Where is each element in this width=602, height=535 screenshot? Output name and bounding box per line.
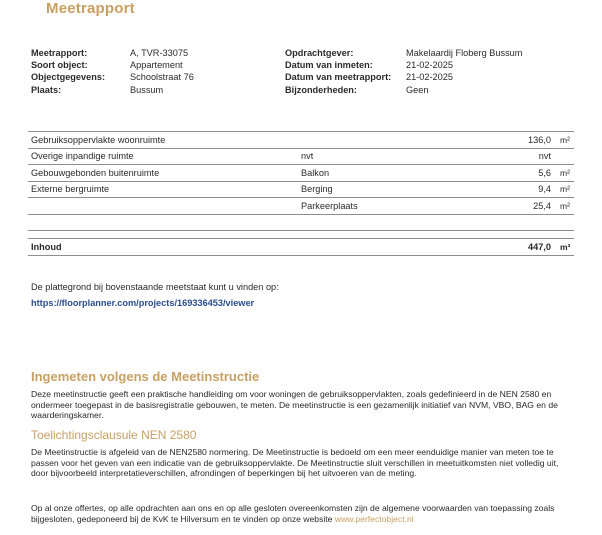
info-row [31,71,194,83]
table-row [28,148,574,165]
info-value: 21-02-2025 [406,72,453,83]
info-key: Soort object: [31,60,88,71]
area-value: 9,4 [458,181,554,198]
area-label: Overige inpandige ruimte [28,148,298,165]
info-value: 21-02-2025 [406,60,453,71]
page-title: Meetrapport [46,0,135,17]
info-block-left [31,47,194,96]
info-key: Bijzonderheden: [285,84,357,95]
area-unit [554,214,574,231]
area-sub: Berging [298,181,458,198]
floorplan-note: De plattegrond bij bovenstaande meetstaat kunt u vinden op: [31,282,279,292]
info-value: A, TVR-33075 [130,48,189,58]
terms-text: Op al onze offertes, op alle opdrachten aan ons en op alle gesloten overeenkomsten zijn de algemene voorwaarden van toepassing zoals bijgesloten, gedeponeerd bij de KvK te Hilversum en te vinden op onze website [31,503,555,524]
total-value: 447,0 [458,239,554,256]
area-sub: nvt [298,148,458,165]
info-key: Opdrachtgever: [285,48,354,58]
total-unit: m³ [554,239,574,256]
area-sub [298,132,458,149]
info-value: Schoolstraat 76 [130,72,194,83]
table-row [28,198,574,215]
area-unit: m² [554,165,574,182]
info-row [285,84,522,96]
info-row [285,71,522,83]
section-paragraph: Deze meetinstructie geeft een praktische handleiding om voor woningen de gebruiksoppervlakten, zoals gedefinieerd in de NEN 2580 en ondermeer toegepast in de basisregistratie gebouwen, te meten. De meetinstructie is een gezamenlijk initiatief van NVM, VBO, BAG en de waarderingskamer. [31,389,558,421]
info-key: Meetrapport: [31,48,88,58]
table-row [28,132,574,149]
table-row [28,165,574,182]
total-row [28,239,574,256]
area-unit: m² [554,198,574,215]
info-row [285,59,522,71]
area-value: 136,0 [458,132,554,149]
info-value: Makelaardij Floberg Bussum [406,48,523,58]
area-unit [554,148,574,165]
section-heading: Ingemeten volgens de Meetinstructie [31,369,260,384]
area-value [458,214,554,231]
area-label: Gebruiksoppervlakte woonruimte [28,132,298,149]
website-link[interactable]: www.perfectobject.nl [334,513,414,524]
area-sub [298,214,458,231]
area-value: nvt [458,148,554,165]
area-value: 25,4 [458,198,554,215]
measurement-table [28,131,574,256]
area-sub: Parkeerplaats [298,198,458,215]
area-label [28,198,298,215]
table-row [28,181,574,198]
table-spacer [28,231,574,239]
info-row [31,84,194,96]
area-label [28,214,298,231]
floorplan-link[interactable]: https://floorplanner.com/projects/169336453/viewer [31,298,255,308]
info-key: Plaats: [31,84,62,95]
info-value: Appartement [130,60,183,71]
info-key: Datum van meetrapport: [285,72,392,83]
area-label: Externe bergruimte [28,181,298,198]
info-key: Objectgegevens: [31,72,106,83]
table-row [28,214,574,231]
info-row [31,47,194,59]
info-block-right [285,47,522,96]
info-key: Datum van inmeten: [285,60,373,71]
terms-paragraph [31,503,576,524]
info-row [285,47,522,59]
area-sub: Balkon [298,165,458,182]
info-value: Geen [406,84,429,95]
info-row [31,59,194,71]
total-label: Inhoud [28,239,298,256]
area-value: 5,6 [458,165,554,182]
clause-heading: Toelichtingsclausule NEN 2580 [31,428,197,442]
area-unit: m² [554,132,574,149]
clause-paragraph: De Meetinstructie is afgeleid van de NEN2580 normering. De Meetinstructie is bedoeld om een meer eenduidige manier van meten toe te passen voor het geven van een indicatie van de gebruiksoppervlakte. De Meetinstructie sluit verschillen in meetuitkomsten niet volledig uit, door bijvoorbeeld interpretatieverschillen, afrondingen of beperkingen bij het uitvoeren van de meting. [31,447,559,479]
area-unit: m² [554,181,574,198]
info-value: Bussum [130,84,164,95]
area-label: Gebouwgebonden buitenruimte [28,165,298,182]
